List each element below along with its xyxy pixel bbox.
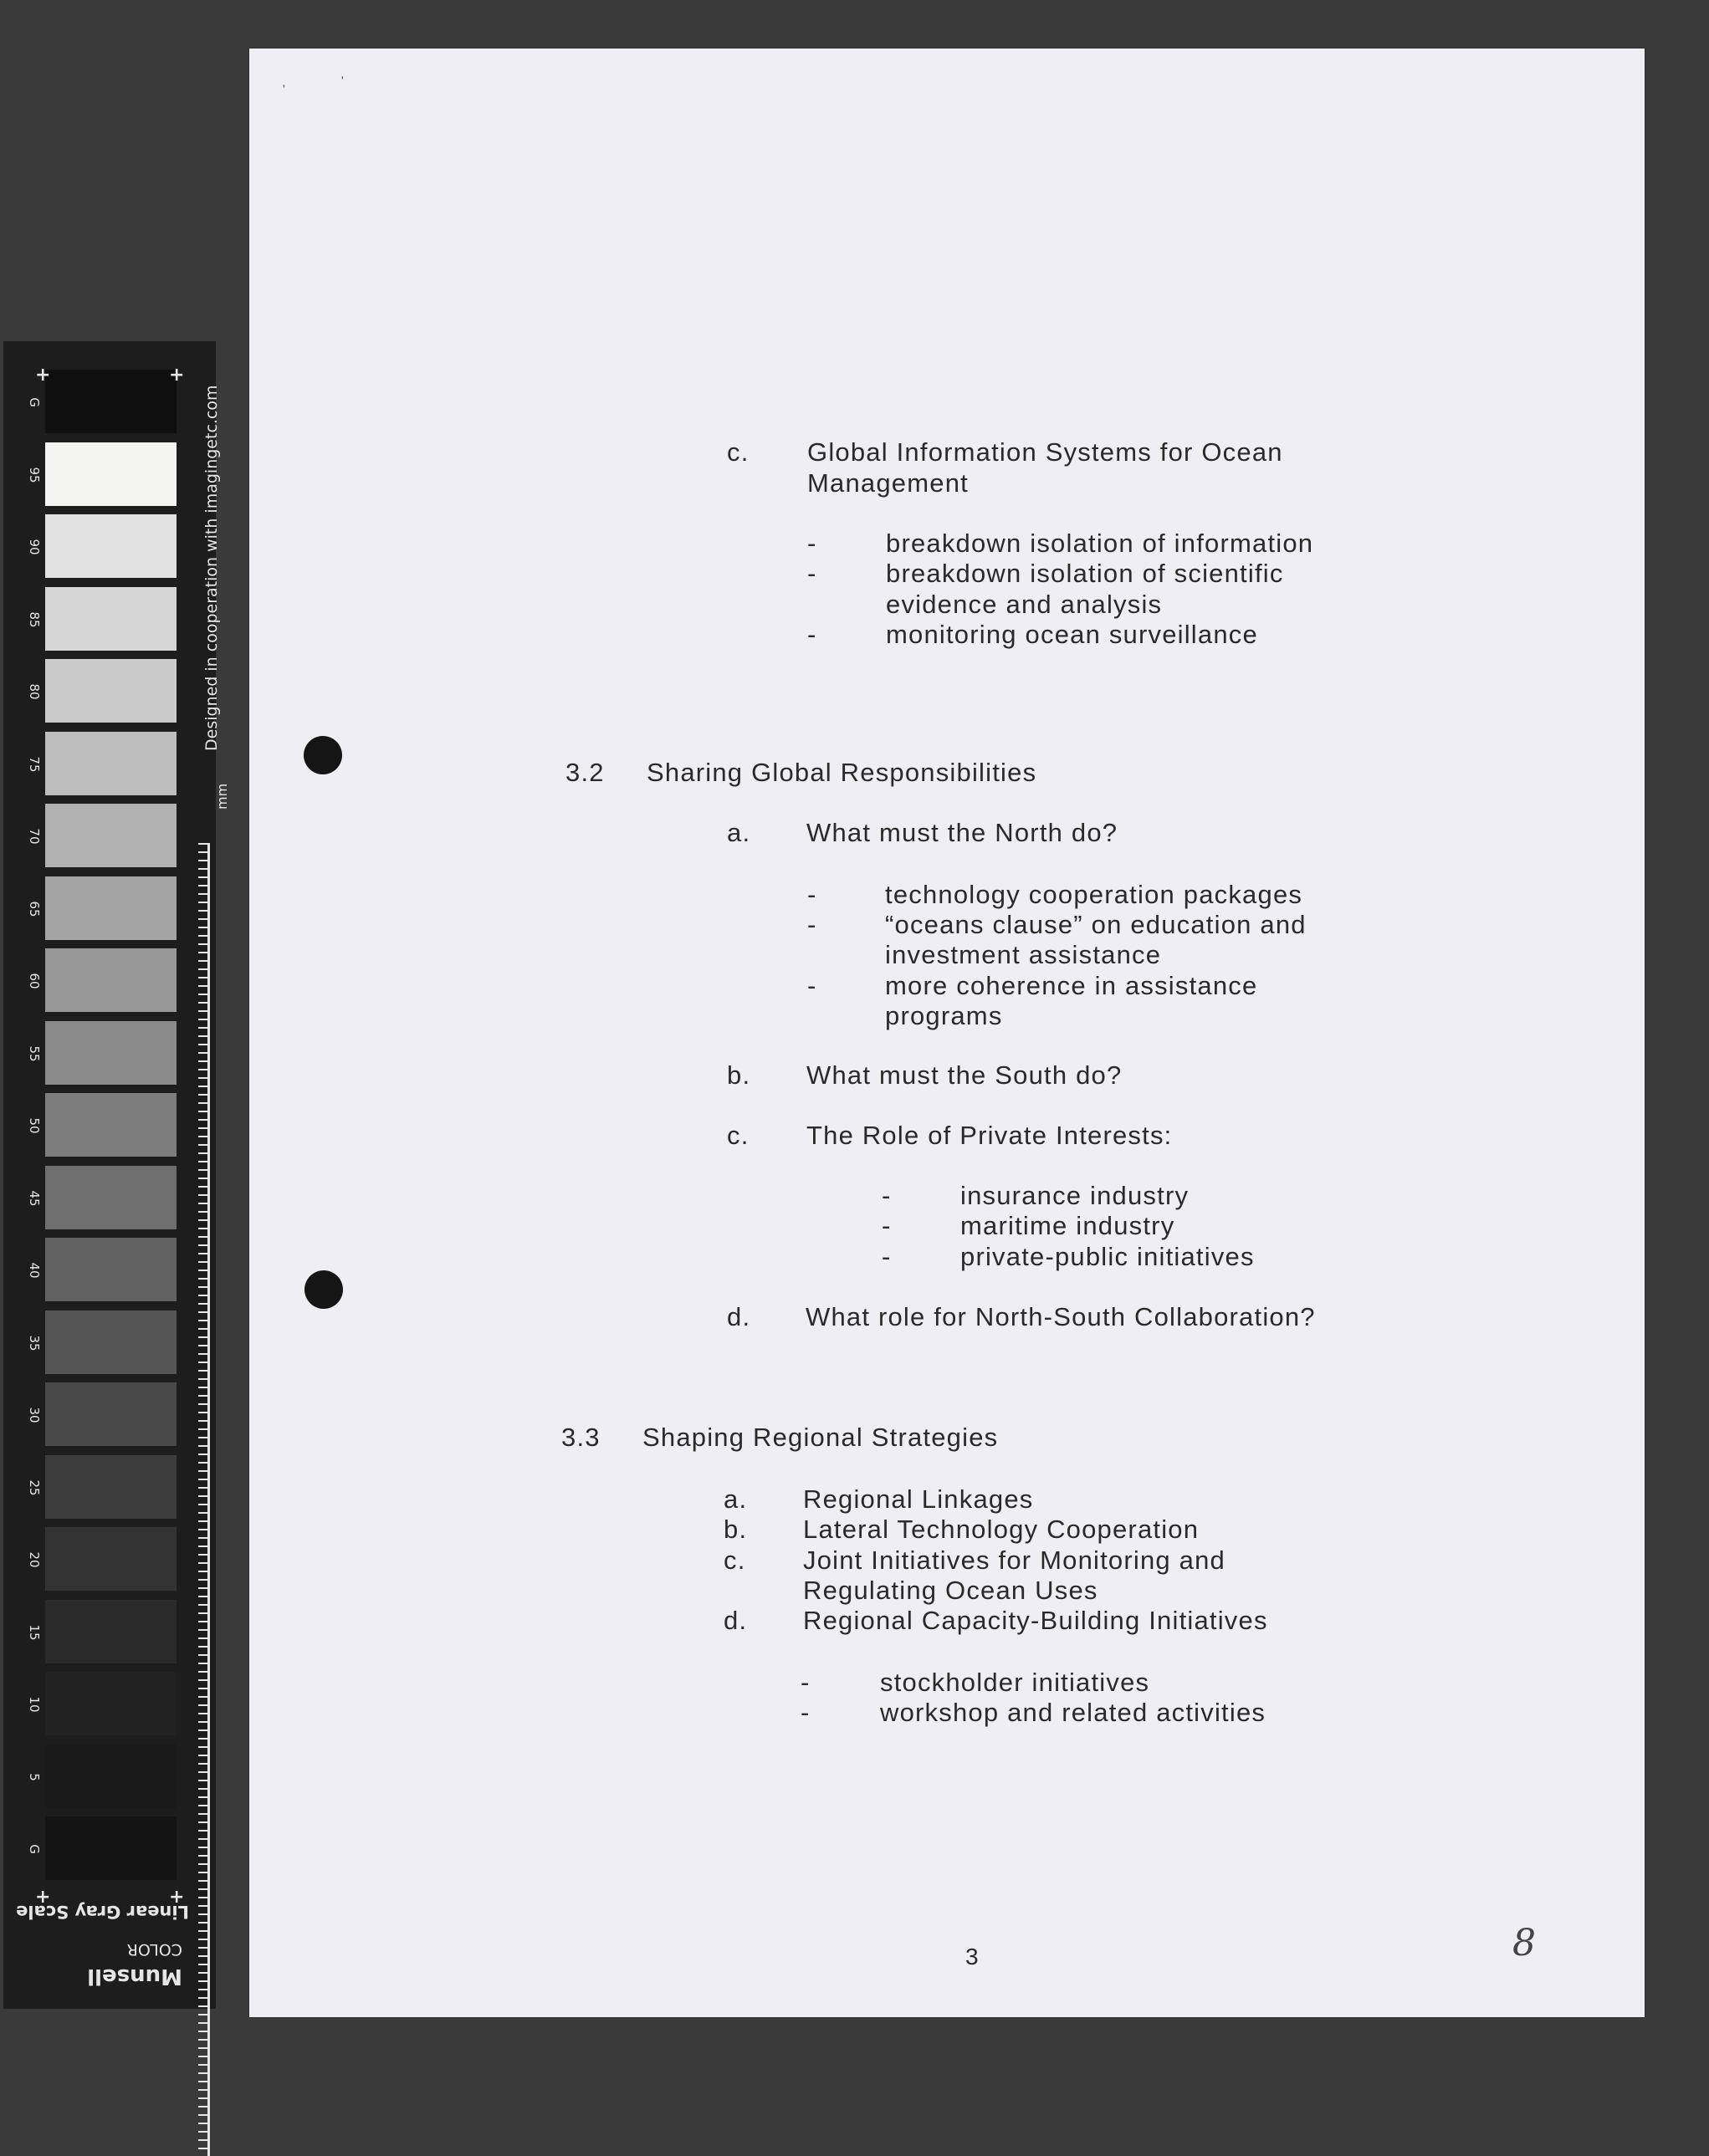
registration-mark: + bbox=[35, 1887, 51, 1908]
item-title-cont: Management bbox=[807, 468, 969, 498]
scale-label: 30 bbox=[27, 1407, 42, 1423]
item-letter: c. bbox=[727, 1121, 750, 1150]
brand-sub: COLOR bbox=[126, 1940, 182, 1959]
scale-label: G bbox=[27, 397, 42, 407]
gray-scale-calibration-strip bbox=[3, 341, 230, 2009]
item-letter: d. bbox=[727, 1302, 751, 1331]
bullet-text: more coherence in assistance bbox=[885, 971, 1258, 1000]
scale-label: 5 bbox=[27, 1772, 42, 1781]
item-text: Regional Capacity-Building Initiatives bbox=[803, 1606, 1268, 1635]
item-text-cont: Regulating Ocean Uses bbox=[803, 1576, 1098, 1605]
gray-patch bbox=[45, 1021, 177, 1085]
item-letter: d. bbox=[724, 1606, 748, 1635]
scan-speck: ' bbox=[283, 82, 285, 95]
item-letter: c. bbox=[727, 437, 750, 467]
punch-hole bbox=[304, 1270, 343, 1309]
scale-label: 25 bbox=[27, 1479, 42, 1496]
scale-label: 90 bbox=[27, 539, 42, 555]
bullet-dash: - bbox=[882, 1211, 892, 1240]
bullet-dash: - bbox=[882, 1242, 892, 1271]
gray-patch bbox=[45, 1600, 177, 1663]
bullet-text: insurance industry bbox=[960, 1181, 1190, 1210]
ruler-line bbox=[207, 843, 210, 2156]
item-letter: c. bbox=[724, 1545, 746, 1575]
bullet-dash: - bbox=[801, 1668, 811, 1697]
scale-label: 75 bbox=[27, 755, 42, 773]
bullet-dash: - bbox=[882, 1181, 892, 1210]
item-text: What must the North do? bbox=[806, 818, 1118, 847]
gray-patch bbox=[45, 1093, 177, 1157]
scale-label: 60 bbox=[27, 973, 42, 989]
gray-patch bbox=[45, 1238, 177, 1301]
gray-patch bbox=[45, 442, 177, 506]
bullet-text: private-public initiatives bbox=[960, 1242, 1255, 1271]
bullet-dash: - bbox=[807, 880, 817, 909]
gray-patch bbox=[45, 587, 177, 651]
scale-label: 40 bbox=[27, 1262, 42, 1279]
scale-label: 15 bbox=[27, 1623, 42, 1641]
bullet-text-cont: evidence and analysis bbox=[886, 590, 1163, 619]
registration-mark: + bbox=[35, 365, 51, 386]
bullet-dash: - bbox=[807, 559, 817, 588]
item-letter: b. bbox=[727, 1060, 751, 1090]
section-number: 3.3 bbox=[561, 1423, 601, 1452]
section-number: 3.2 bbox=[565, 758, 605, 787]
bullet-text: maritime industry bbox=[960, 1211, 1175, 1240]
bullet-dash: - bbox=[807, 910, 817, 939]
gray-patch bbox=[45, 948, 177, 1012]
gray-patch bbox=[45, 1310, 177, 1374]
bullet-text: technology cooperation packages bbox=[885, 880, 1303, 909]
scale-label: 50 bbox=[27, 1117, 42, 1134]
gray-patch bbox=[45, 876, 177, 940]
scale-label: 85 bbox=[27, 611, 42, 628]
document-page bbox=[249, 49, 1645, 2017]
gray-patch bbox=[45, 514, 177, 578]
bullet-dash: - bbox=[807, 971, 817, 1000]
bullet-text: “oceans clause” on education and bbox=[885, 910, 1307, 939]
bullet-text-cont: investment assistance bbox=[885, 940, 1162, 969]
scale-title: Linear Gray Scale bbox=[16, 1902, 189, 1922]
scale-label: 55 bbox=[27, 1045, 42, 1062]
gray-patch bbox=[45, 1382, 177, 1446]
section-title: Sharing Global Responsibilities bbox=[647, 758, 1037, 787]
gray-patch bbox=[45, 732, 177, 795]
item-text: Lateral Technology Cooperation bbox=[803, 1515, 1200, 1544]
scale-label: G bbox=[27, 1844, 42, 1854]
item-title: Global Information Systems for Ocean bbox=[807, 437, 1283, 467]
gray-patch bbox=[45, 1166, 177, 1229]
brand-name: Munsell bbox=[87, 1964, 182, 1989]
bullet-dash: - bbox=[807, 529, 817, 558]
scale-label: 20 bbox=[27, 1551, 42, 1568]
scale-label: 95 bbox=[27, 466, 42, 483]
item-text: What role for North-South Collaboration? bbox=[806, 1302, 1316, 1331]
gray-patch bbox=[45, 804, 177, 867]
gray-patch bbox=[45, 1455, 177, 1519]
item-letter: a. bbox=[727, 818, 751, 847]
scan-speck: ' bbox=[341, 74, 344, 87]
item-text: What must the South do? bbox=[806, 1060, 1123, 1090]
scale-label: 80 bbox=[27, 683, 42, 700]
bullet-text: breakdown isolation of information bbox=[886, 529, 1314, 558]
bullet-dash: - bbox=[801, 1698, 811, 1727]
bullet-text: stockholder initiatives bbox=[880, 1668, 1150, 1697]
bullet-text: breakdown isolation of scientific bbox=[886, 559, 1284, 588]
scale-label: 10 bbox=[27, 1696, 42, 1713]
scale-label: 70 bbox=[27, 828, 42, 845]
unit-label: mm bbox=[214, 783, 230, 810]
registration-mark: + bbox=[169, 365, 185, 386]
section-title: Shaping Regional Strategies bbox=[642, 1423, 999, 1452]
gray-patch bbox=[45, 370, 177, 433]
bullet-text-cont: programs bbox=[885, 1001, 1003, 1030]
item-text: Joint Initiatives for Monitoring and bbox=[803, 1545, 1225, 1575]
page-number: 3 bbox=[965, 1944, 980, 1970]
scale-label: 65 bbox=[27, 900, 42, 917]
munsell-logo bbox=[40, 1930, 182, 1989]
gray-patch bbox=[45, 1816, 177, 1880]
item-text: The Role of Private Interests: bbox=[806, 1121, 1173, 1150]
scale-label: 35 bbox=[27, 1334, 42, 1351]
gray-patch bbox=[45, 1527, 177, 1591]
item-text: Regional Linkages bbox=[803, 1484, 1034, 1514]
handwritten-page-mark: 8 bbox=[1512, 1922, 1536, 1964]
bullet-text: monitoring ocean surveillance bbox=[886, 620, 1258, 649]
scale-label: 45 bbox=[27, 1189, 42, 1207]
gray-patch bbox=[45, 1672, 177, 1735]
credit-text: Designed in cooperation with imagingetc.com bbox=[202, 385, 221, 751]
gray-patch bbox=[45, 1745, 177, 1808]
registration-mark: + bbox=[169, 1887, 185, 1908]
item-letter: b. bbox=[724, 1515, 748, 1544]
bullet-dash: - bbox=[807, 620, 817, 649]
punch-hole bbox=[304, 736, 342, 774]
bullet-text: workshop and related activities bbox=[880, 1698, 1266, 1727]
item-letter: a. bbox=[724, 1484, 748, 1514]
gray-patch bbox=[45, 659, 177, 723]
